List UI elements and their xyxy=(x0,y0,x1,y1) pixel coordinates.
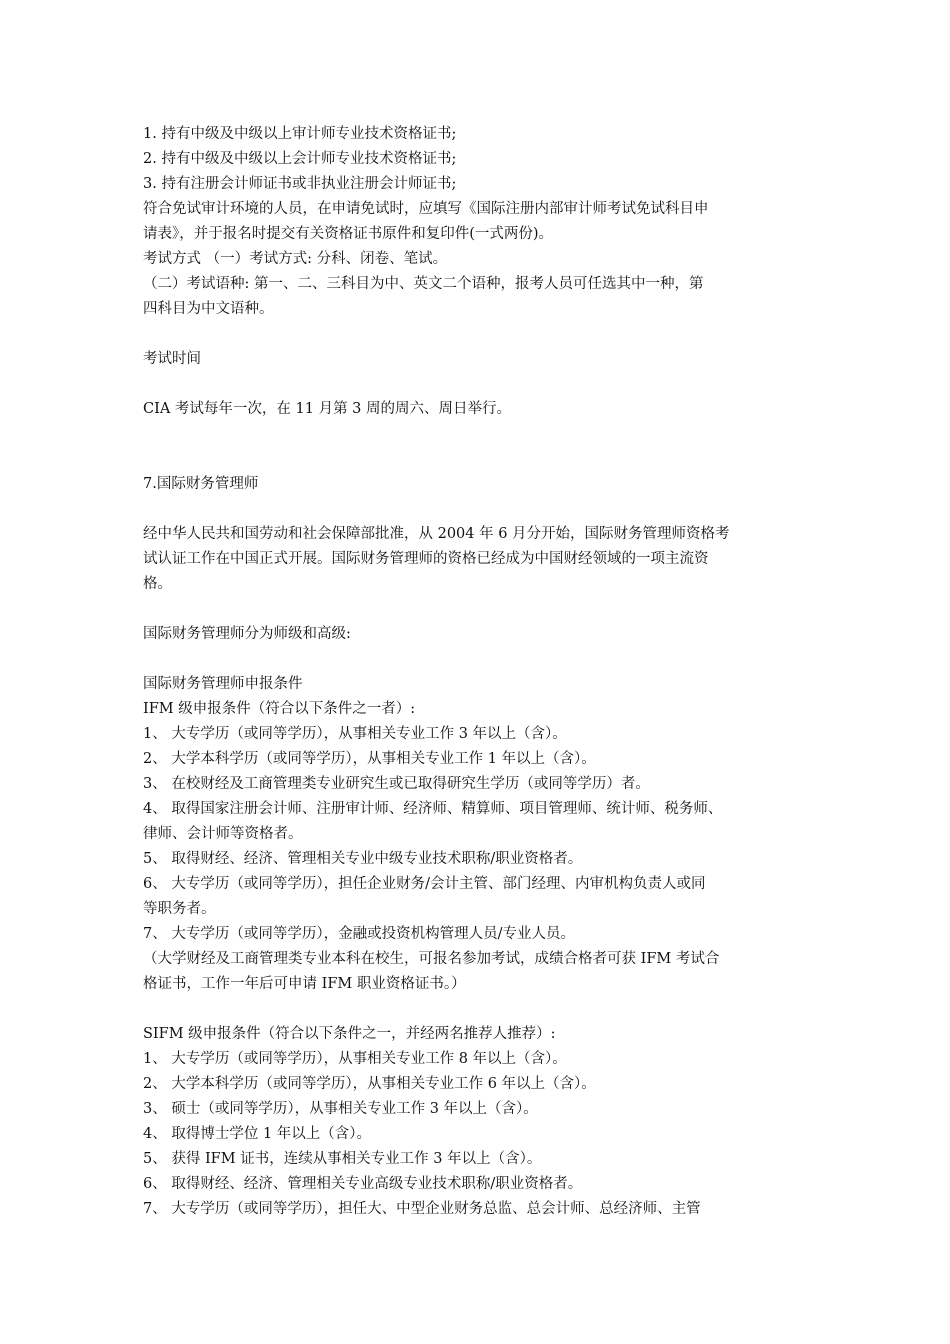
list-item: 4、 取得国家注册会计师、注册审计师、经济师、精算师、项目管理师、统计师、税务师、 xyxy=(143,801,723,817)
blank-line xyxy=(143,647,818,672)
text-line: 请表》，并于报名时提交有关资格证书原件和复印件(一式两份)。 xyxy=(143,226,554,242)
text-line: 格证书，工作一年后可申请 IFM 职业资格证书。） xyxy=(143,976,466,992)
blank-line xyxy=(143,497,818,522)
text-line: 2. 持有中级及中级以上会计师专业技术资格证书; xyxy=(143,151,457,167)
text-line: 3. 持有注册会计师证书或非执业注册会计师证书; xyxy=(143,176,457,192)
document-body xyxy=(143,122,818,1222)
list-item: 6、 大专学历（或同等学历），担任企业财务/会计主管、部门经理、内审机构负责人或同 xyxy=(143,876,706,892)
list-item: 等职务者。 xyxy=(143,901,216,917)
blank-line xyxy=(143,372,818,397)
text-line: IFM 级申报条件（符合以下条件之一者）: xyxy=(143,701,416,717)
list-item: 2、 大学本科学历（或同等学历），从事相关专业工作 6 年以上（含）。 xyxy=(143,1076,596,1092)
list-item: 3、 在校财经及工商管理类专业研究生或已取得研究生学历（或同等学历）者。 xyxy=(143,776,650,792)
text-line: 符合免试审计环境的人员，在申请免试时，应填写《国际注册内部审计师考试免试科目申 xyxy=(143,201,709,217)
text-line: （二）考试语种: 第一、二、三科目为中、英文二个语种，报考人员可任选其中一种，第 xyxy=(143,276,704,292)
section-heading: 7.国际财务管理师 xyxy=(143,476,259,492)
list-item: 2、 大学本科学历（或同等学历），从事相关专业工作 1 年以上（含）。 xyxy=(143,751,596,767)
list-item: 7、 大专学历（或同等学历），金融或投资机构管理人员/专业人员。 xyxy=(143,926,575,942)
list-item: 律师、会计师等资格者。 xyxy=(143,826,303,842)
list-item: 5、 获得 IFM 证书，连续从事相关专业工作 3 年以上（含）。 xyxy=(143,1151,542,1167)
list-item: 7、 大专学历（或同等学历），担任大、中型企业财务总监、总会计师、总经济师、主管 xyxy=(143,1201,701,1217)
section-heading: 考试时间 xyxy=(143,351,201,367)
text-line: 1. 持有中级及中级以上审计师专业技术资格证书; xyxy=(143,126,457,142)
blank-line xyxy=(143,322,818,347)
text-line: 试认证工作在中国正式开展。国际财务管理师的资格已经成为中国财经领域的一项主流资 xyxy=(143,551,709,567)
text-line: SIFM 级申报条件（符合以下条件之一，并经两名推荐人推荐）: xyxy=(143,1026,556,1042)
list-item: 3、 硕士（或同等学历），从事相关专业工作 3 年以上（含）。 xyxy=(143,1101,538,1117)
text-line: 考试方式 （一）考试方式: 分科、闭卷、笔试。 xyxy=(143,251,448,267)
text-line: （大学财经及工商管理类专业本科在校生，可报名参加考试，成绩合格者可获 IFM 考试合 xyxy=(143,951,720,967)
list-item: 4、 取得博士学位 1 年以上（含）。 xyxy=(143,1126,372,1142)
list-item: 1、 大专学历（或同等学历），从事相关专业工作 8 年以上（含）。 xyxy=(143,1051,567,1067)
text-line: 国际财务管理师分为师级和高级: xyxy=(143,626,351,642)
blank-line xyxy=(143,447,818,472)
text-line: 经中华人民共和国劳动和社会保障部批准，从 2004 年 6 月分开始，国际财务管理师资格考 xyxy=(143,526,730,542)
text-line: 格。 xyxy=(143,576,172,592)
text-line: CIA 考试每年一次，在 11 月第 3 周的周六、周日举行。 xyxy=(143,401,512,417)
blank-line xyxy=(143,597,818,622)
section-heading: 国际财务管理师申报条件 xyxy=(143,676,303,692)
text-line: 四科目为中文语种。 xyxy=(143,301,274,317)
list-item: 6、 取得财经、经济、管理相关专业高级专业技术职称/职业资格者。 xyxy=(143,1176,583,1192)
list-item: 5、 取得财经、经济、管理相关专业中级专业技术职称/职业资格者。 xyxy=(143,851,583,867)
blank-line xyxy=(143,997,818,1022)
list-item: 1、 大专学历（或同等学历），从事相关专业工作 3 年以上（含）。 xyxy=(143,726,567,742)
blank-line xyxy=(143,422,818,447)
